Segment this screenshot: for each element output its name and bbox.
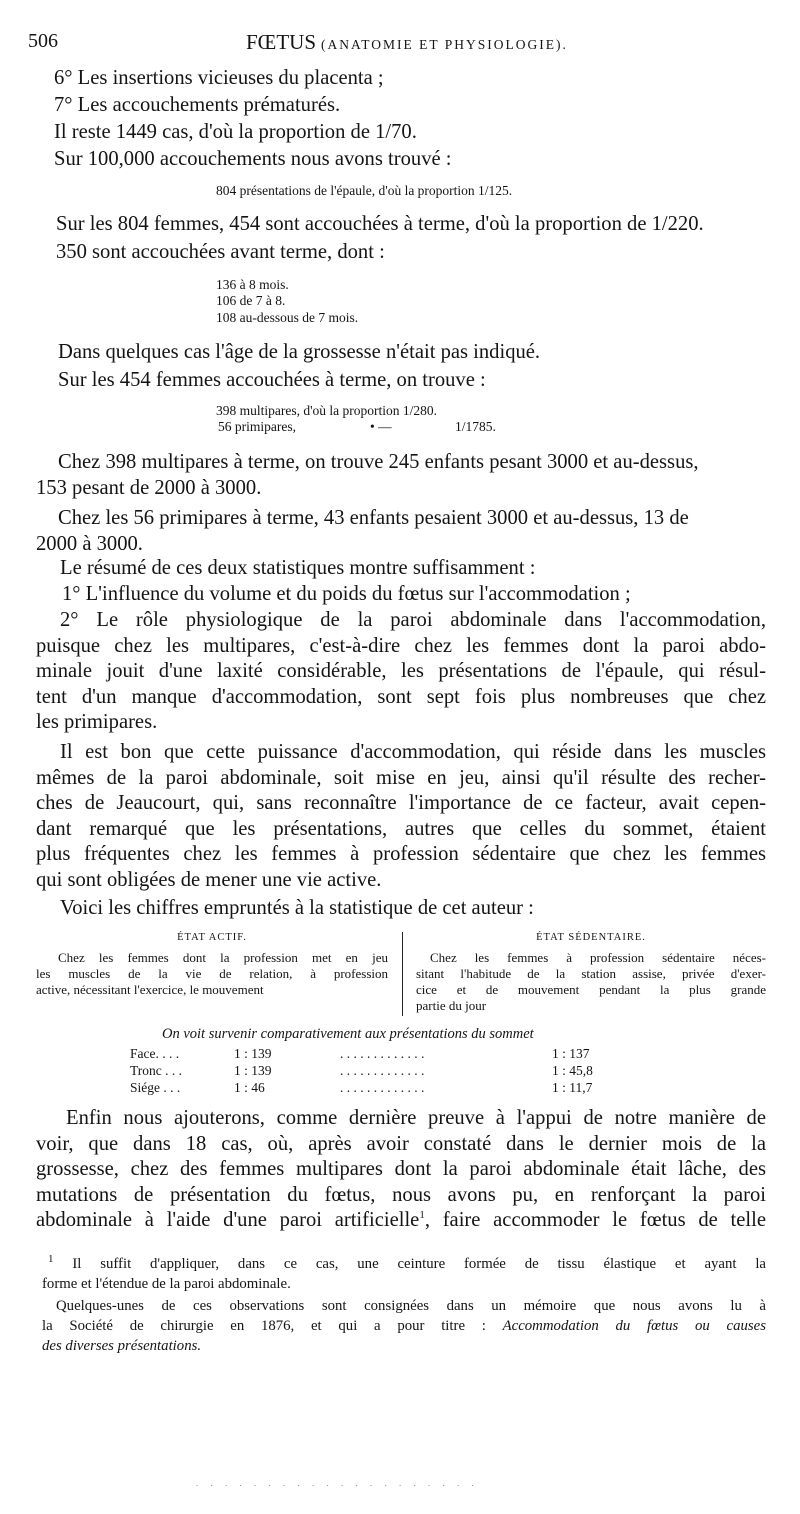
footnote-ref: 1 bbox=[419, 1209, 425, 1222]
table-caption: On voit survenir comparativement aux présentations du sommet bbox=[162, 1026, 534, 1042]
column-divider bbox=[402, 932, 403, 1016]
text-line: Dans quelques cas l'âge de la grossesse n'était pas indiqué. bbox=[58, 341, 541, 363]
memoir-title: Accommodation du fœtus ou causes bbox=[502, 1318, 766, 1334]
running-header bbox=[28, 30, 768, 64]
month-item: 136 à 8 mois. bbox=[216, 277, 289, 292]
memoir-title: des diverses présentations. bbox=[42, 1338, 202, 1354]
parity-line: 56 primipares, • — 1/1785. bbox=[218, 419, 496, 434]
comparison-columns bbox=[36, 930, 766, 1022]
point-1: 1° L'influence du volume et du poids du fœtus sur l'accommodation ; bbox=[62, 583, 631, 605]
footnote-mark: 1 bbox=[48, 1253, 54, 1266]
month-item: 108 au-dessous de 7 mois. bbox=[216, 310, 359, 325]
page-number: 506 bbox=[28, 30, 58, 52]
statistic-line: 804 présentations de l'épaule, d'où la proportion 1/125. bbox=[216, 183, 513, 198]
jeaucourt-paragraph: Il est bon que cette puissance d'accommodation, qui réside dans les muscles mêmes de la paroi abdominale, soit mise en jeu, ainsi qu'il résulte des recher- ches de Jeaucourt, qui, sans reconnaître l'importance de ce facteur, avait cepen- dant remarqué que les présentations, autres que celles du sommet, étaient plus fréquentes chez les femmes à profession sédentaire que chez les femmes qui sont obligées de mener une vie active. bbox=[36, 741, 766, 891]
enfin-paragraph: Enfin nous ajouterons, comme dernière preuve à l'appui de notre manière de voir, que dans 18 cas, où, après avoir constaté dans le dernier mois de la grossesse, chez des femmes multipares dont la paroi abdominale était lâche, des mutations de présentation du fœtus, nous avons pu, en renforçant la paroi abdominale à l'aide d'une paroi artificielle$^1$, faire accommoder le fœtus de telle bbox=[36, 1107, 766, 1231]
table-row: Siége . . . 1 : 46 . . . . . . . . . . . . . 1 : 11,7 bbox=[130, 1080, 593, 1095]
text-line: Chez 398 multipares à terme, on trouve 245 enfants pesant 3000 et au-dessus, bbox=[58, 451, 699, 473]
text-line: Sur les 804 femmes, 454 sont accouchées à terme, d'où la proportion de 1/220. bbox=[56, 213, 704, 235]
sedentary-column: ÉTAT SÉDENTAIRE. Chez les femmes à profession sédentaire néces- sitant l'habitude de la station assise, privée d'exer- cice et de mouvement pendant la plus grande partie du jour bbox=[416, 932, 766, 1013]
list-item-7: 7° Les accouchements prématurés. bbox=[54, 94, 341, 116]
text-line: Chez les 56 primipares à terme, 43 enfants pesaient 3000 et au-dessus, 13 de bbox=[58, 507, 689, 529]
parity-line: 398 multipares, d'où la proportion 1/280. bbox=[216, 403, 438, 418]
text-line: Sur les 454 femmes accouchées à terme, on trouve : bbox=[58, 369, 486, 391]
bottom-rule: . . . . . . . . . . . . . . . . . . . . bbox=[196, 1478, 479, 1488]
month-item: 106 de 7 à 8. bbox=[216, 293, 286, 308]
footnote-2: Quelques-unes de ces observations sont consignées dans un mémoire que nous avons lu à la Société de chirurgie en 1876, et qui a pour titre : Accommodation du fœtus ou causes des diverses présentations. bbox=[42, 1298, 766, 1354]
list-item-6: 6° Les insertions vicieuses du placenta ; bbox=[54, 67, 384, 89]
column-title: ÉTAT SÉDENTAIRE. bbox=[536, 932, 646, 943]
footnote-1: $^1$ Il suffit d'appliquer, dans ce cas, une ceinture formée de tissu élastique et ayant la forme et l'étendue de la paroi abdominale. bbox=[42, 1253, 766, 1292]
column-title: ÉTAT ACTIF. bbox=[177, 932, 247, 943]
running-title: FŒTUS (ANATOMIE ET PHYSIOLOGIE). bbox=[246, 30, 568, 54]
active-column: ÉTAT ACTIF. Chez les femmes dont la profession met en jeu les muscles de la vie de relation, à profession active, nécessitant l'exercice, le mouvement bbox=[36, 932, 388, 997]
text-line: 350 sont accouchées avant terme, dont : bbox=[56, 241, 385, 263]
point-2-paragraph: 2° Le rôle physiologique de la paroi abdominale dans l'accommodation, puisque chez les multipares, c'est-à-dire chez les femmes dont la paroi abdo- minale jouit d'une laxité considérable, les présentations de l'épaule, qui résul- tent d'un manque d'accommodation, sont sept fois plus nombreuses que chez les primipares. bbox=[36, 609, 766, 733]
text-line: Sur 100,000 accouchements nous avons trouvé : bbox=[54, 148, 452, 170]
text-line: Le résumé de ces deux statistiques montre suffisamment : bbox=[60, 557, 536, 579]
text-line: Voici les chiffres empruntés à la statistique de cet auteur : bbox=[60, 897, 534, 919]
text-line: 2000 à 3000. bbox=[36, 533, 143, 555]
table-row: Tronc . . . 1 : 139 . . . . . . . . . . . . . 1 : 45,8 bbox=[130, 1063, 593, 1078]
text-line: Il reste 1449 cas, d'où la proportion de 1/70. bbox=[54, 121, 417, 143]
text-line: 153 pesant de 2000 à 3000. bbox=[36, 477, 262, 499]
table-row: Face. . . . 1 : 139 . . . . . . . . . . . . . 1 : 137 bbox=[130, 1046, 590, 1061]
